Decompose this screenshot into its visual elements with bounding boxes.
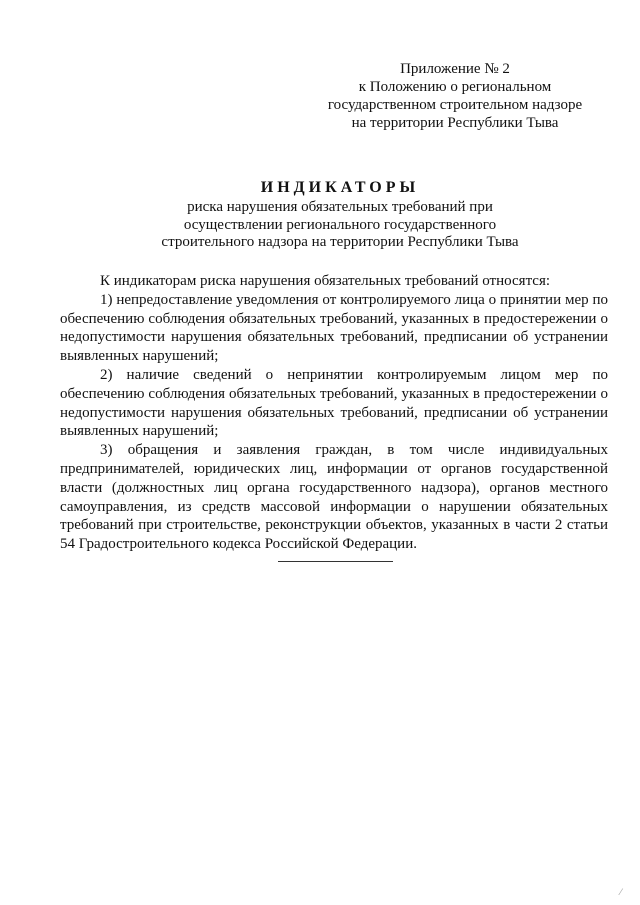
title-block (100, 178, 580, 252)
intro-paragraph: К индикаторам риска нарушения обязательных требований относятся: (100, 273, 551, 289)
document-subtitle (100, 199, 580, 252)
list-item: 3) обращения и заявления граждан, в том числе индивидуальных предпринимателей, юридических лиц, информации от органов государственной власти (должностных лиц органа государственного надзора), органов местного самоуправления, из средств массовой информации о нарушении обязательных требований при строительстве, реконструкции объектов, указанных в части 2 статьи 54 Градостроительного кодекса Российской Федерации. (60, 442, 608, 553)
appendix-reference (320, 60, 590, 132)
closing-divider (278, 561, 393, 562)
appendix-line: к Положению о региональном (358, 79, 552, 95)
appendix-line: государственном строительном надзоре (327, 97, 583, 113)
document-heading: ИНДИКАТОРЫ (260, 179, 420, 196)
subtitle-line: строительного надзора на территории Республики Тыва (161, 234, 519, 250)
scan-artifact-mark: ⁄ (620, 888, 622, 898)
list-item: 1) непредоставление уведомления от контролируемого лица о принятии мер по обеспечению соблюдения обязательных требований, указанных в предостережении о недопустимости нарушения обязательных требований, предписании об устранении выявленных нарушений; (60, 291, 608, 365)
subtitle-line: осуществлении регионального государственного (183, 216, 497, 233)
document-body (60, 272, 608, 554)
appendix-line: Приложение № 2 (400, 61, 510, 77)
subtitle-line: риска нарушения обязательных требований при (187, 199, 493, 215)
appendix-line: на территории Республики Тыва (351, 115, 559, 131)
list-item: 2) наличие сведений о непринятии контролируемым лицом мер по обеспечению соблюдения обязательных требований, указанных в предостережении о недопустимости нарушения обязательных требований, предписании об устранении выявленных нарушений; (60, 366, 608, 440)
